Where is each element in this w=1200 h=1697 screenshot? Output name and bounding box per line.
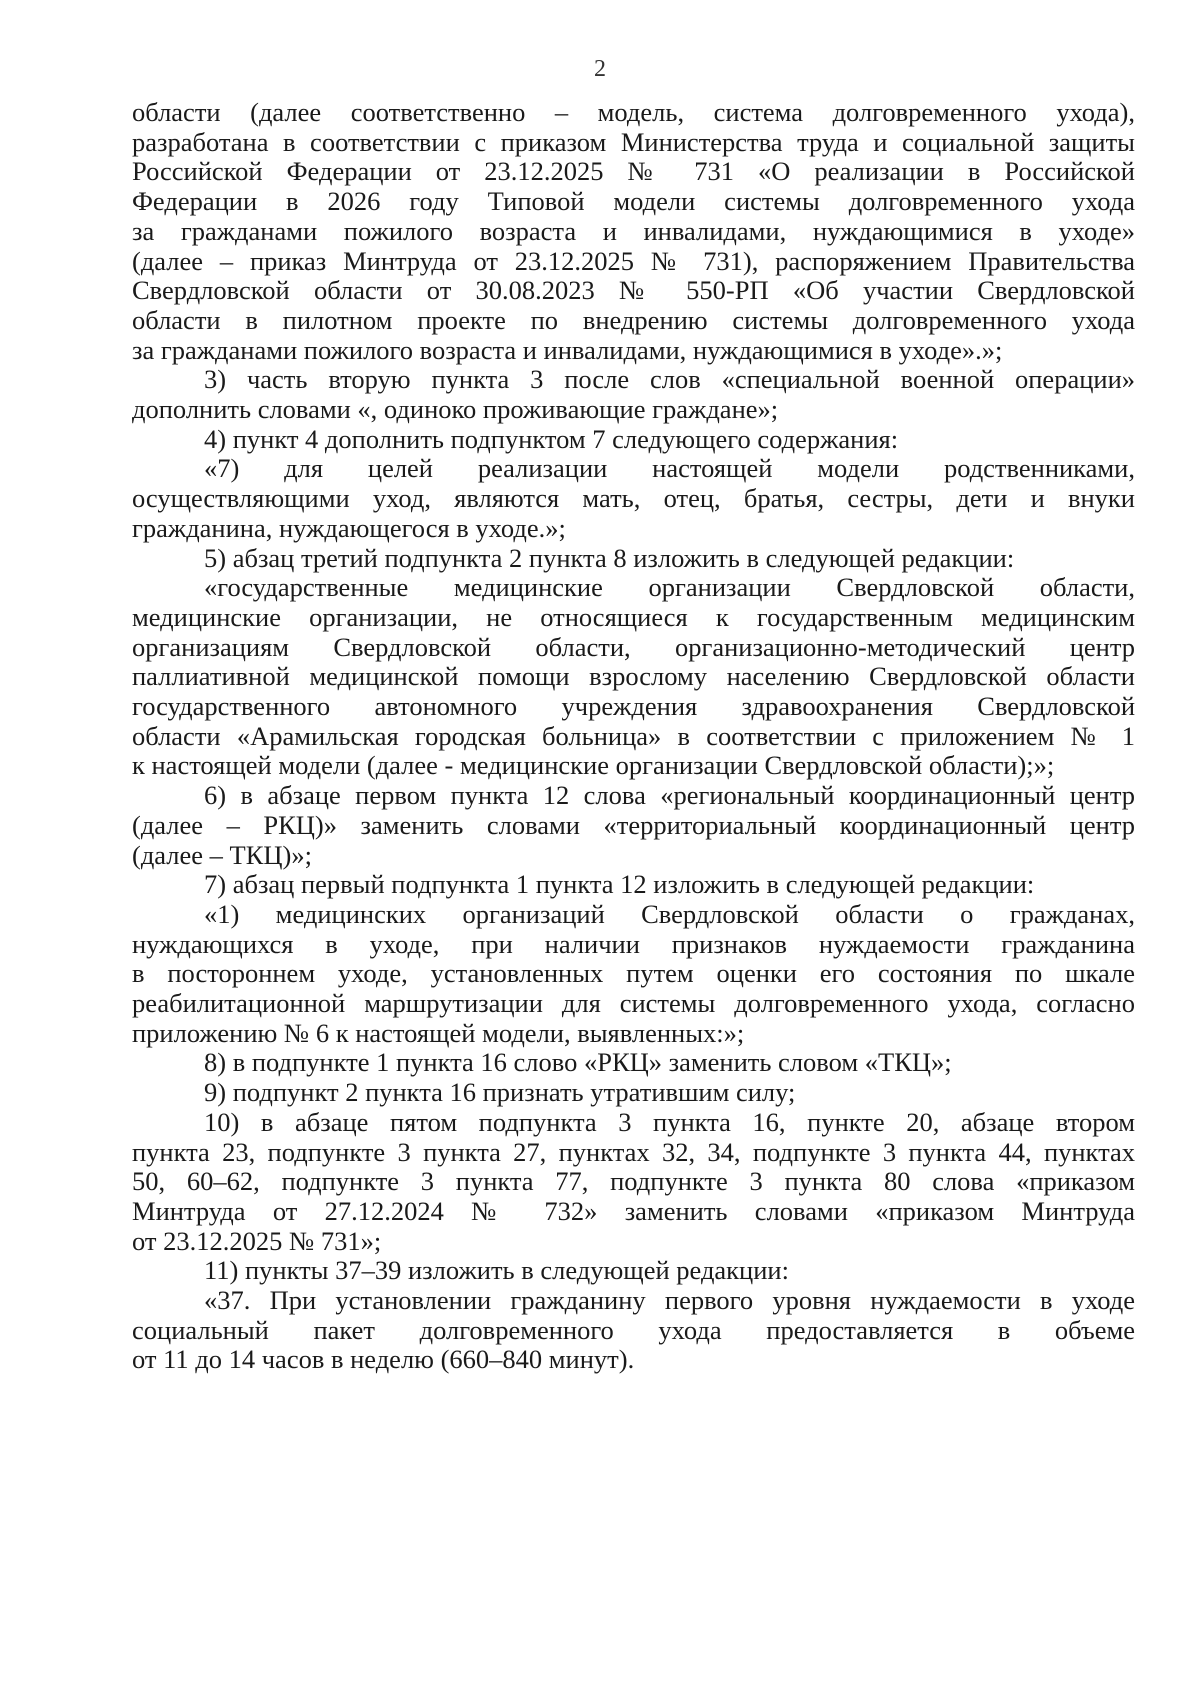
text-line: 11) пункты 37–39 изложить в следующей редакции: <box>204 1255 789 1286</box>
text-line: «7) для целей реализации настоящей модели родственниками, <box>204 453 1135 484</box>
text-line: от 11 до 14 часов в неделю (660–840 минут). <box>132 1344 635 1375</box>
text-line: Федерации в 2026 году Типовой модели системы долговременного ухода <box>132 186 1135 217</box>
text-line: государственного автономного учреждения здравоохранения Свердловской <box>132 691 1135 721</box>
text-line: 4) пункт 4 дополнить подпунктом 7 следующего содержания: <box>204 423 899 454</box>
text-line: от 23.12.2025 № 731»; <box>132 1225 382 1256</box>
page-number: 2 <box>594 56 606 82</box>
text-line: пункта 23, подпункте 3 пункта 27, пунктах 32, 34, подпункте 3 пункта 44, пунктах <box>132 1136 1135 1167</box>
text-line: 5) абзац третий подпункта 2 пункта 8 изложить в следующей редакции: <box>204 542 1015 573</box>
text-line: 8) в подпункте 1 пункта 16 слово «РКЦ» заменить словом «ТКЦ»; <box>204 1047 952 1078</box>
text-line: осуществляющими уход, являются мать, отец, братья, сестры, дети и внуки <box>132 483 1135 514</box>
text-line: приложению № 6 к настоящей модели, выявленных:»; <box>132 1017 745 1048</box>
text-line: «1) медицинских организаций Свердловской области о гражданах, <box>204 898 1135 929</box>
text-line: области (далее соответственно – модель, система долговременного ухода), <box>132 97 1135 127</box>
text-line: организациям Свердловской области, организационно-методический центр <box>132 631 1135 662</box>
text-line: 9) подпункт 2 пункта 16 признать утратившим силу; <box>204 1077 796 1108</box>
text-line: «государственные медицинские организации Свердловской области, <box>204 572 1135 603</box>
text-line: гражданина, нуждающегося в уходе.»; <box>132 512 566 543</box>
text-line: 10) в абзаце пятом подпункта 3 пункта 16, пункте 20, абзаце втором <box>204 1106 1135 1137</box>
text-line: к настоящей модели (далее - медицинские организации Свердловской области);»; <box>132 750 1055 781</box>
text-line: в постороннем уходе, установленных путем оценки его состояния по шкале <box>132 958 1135 989</box>
text-line: нуждающихся в уходе, при наличии признаков нуждаемости гражданина <box>132 928 1135 959</box>
text-line: за гражданами пожилого возраста и инвалидами, нуждающимися в уходе».»; <box>132 334 1003 365</box>
text-line: разработана в соответствии с приказом Министерства труда и социальной защиты <box>132 126 1135 157</box>
text-line: 6) в абзаце первом пункта 12 слова «региональный координационный центр <box>204 780 1135 811</box>
text-line: медицинские организации, не относящиеся к государственным медицинским <box>132 601 1135 632</box>
text-line: «37. При установлении гражданину первого уровня нуждаемости в уходе <box>204 1285 1135 1315</box>
text-line: (далее – РКЦ)» заменить словами «территориальный координационный центр <box>132 809 1135 840</box>
text-line: паллиативной медицинской помощи взрослому населению Свердловской области <box>132 661 1135 692</box>
text-line: Свердловской области от 30.08.2023 № 550-РП «Об участии Свердловской <box>132 275 1135 306</box>
text-line: реабилитационной маршрутизации для системы долговременного ухода, согласно <box>132 988 1135 1018</box>
text-line: социальный пакет долговременного ухода предоставляется в объеме <box>132 1314 1135 1345</box>
text-line: 3) часть вторую пункта 3 после слов «специальной военной операции» <box>204 364 1135 395</box>
text-line: области в пилотном проекте по внедрению системы долговременного ухода <box>132 304 1135 335</box>
text-line: 50, 60–62, подпункте 3 пункта 77, подпункте 3 пункта 80 слова «приказом <box>132 1166 1135 1197</box>
text-line: Минтруда от 27.12.2024 № 732» заменить словами «приказом Минтруда <box>132 1195 1135 1226</box>
text-line: (далее – ТКЦ)»; <box>132 839 312 870</box>
text-line: 7) абзац первый подпункта 1 пункта 12 изложить в следующей редакции: <box>204 869 1035 900</box>
text-line: области «Арамильская городская больница» в соответствии с приложением № 1 <box>132 720 1135 751</box>
text-line: Российской Федерации от 23.12.2025 № 731 «О реализации в Российской <box>132 156 1135 187</box>
text-line: за гражданами пожилого возраста и инвалидами, нуждающимися в уходе» <box>132 215 1135 246</box>
text-line: дополнить словами «, одиноко проживающие граждане»; <box>132 394 779 424</box>
text-line: (далее – приказ Минтруда от 23.12.2025 № 731), распоряжением Правительства <box>132 245 1135 276</box>
